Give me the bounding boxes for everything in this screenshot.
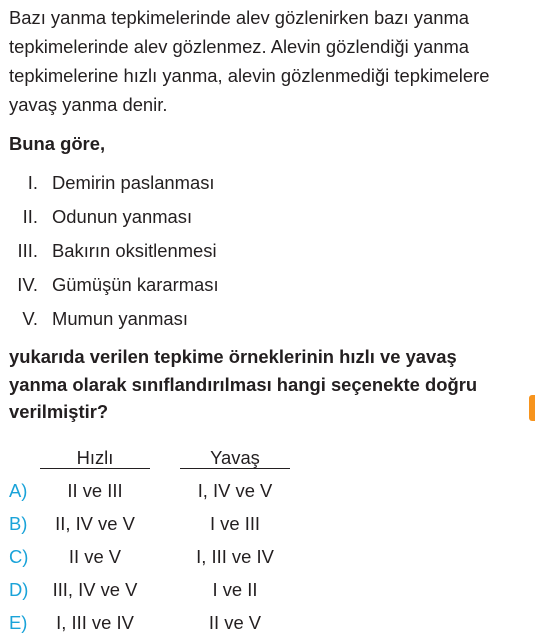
answer-option-d[interactable] [0, 576, 330, 609]
option-slow-value: I ve II [212, 579, 258, 600]
list-item [0, 304, 300, 338]
answer-option-e[interactable] [0, 609, 330, 642]
item-text: Demirin paslanması [52, 172, 215, 193]
option-fast-value: II, IV ve V [55, 513, 135, 534]
intro-line: yavaş yanma denir. [9, 94, 168, 115]
list-item [0, 236, 300, 270]
item-text: Bakırın oksitlenmesi [52, 240, 217, 261]
item-number: IV. [17, 274, 38, 295]
column-underline [180, 468, 290, 469]
intro-line: Bazı yanma tepkimelerinde alev gözlenirken bazı yanma [9, 7, 470, 28]
option-fast-value: II ve V [68, 546, 122, 567]
question-line: verilmiştir? [9, 401, 109, 422]
option-slow-value: I, III ve IV [196, 546, 274, 567]
option-letter: C) [9, 546, 29, 567]
column-header-slow: Yavaş [210, 447, 260, 468]
list-item [0, 202, 300, 236]
question-stem [9, 343, 535, 426]
option-fast-value: II ve III [67, 480, 123, 501]
question-line: yukarıda verilen tepkime örneklerinin hızlı ve yavaş [9, 346, 457, 367]
item-text: Odunun yanması [52, 206, 193, 227]
column-underline [40, 468, 150, 469]
item-number: I. [27, 172, 38, 193]
option-letter: D) [9, 579, 29, 600]
option-fast-value: III, IV ve V [52, 579, 138, 600]
intro-line: tepkimelerine hızlı yanma, alevin gözlenmediği tepkimelere [9, 65, 490, 86]
answer-option-c[interactable] [0, 543, 330, 576]
option-letter: B) [9, 513, 28, 534]
intro-line: tepkimelerinde alev gözlenmez. Alevin gözlendiği yanma [9, 36, 470, 57]
option-fast-value: I, III ve IV [56, 612, 134, 633]
intro-paragraph [9, 3, 531, 119]
list-item [0, 270, 300, 304]
answer-option-b[interactable] [0, 510, 330, 543]
item-text: Gümüşün kararması [52, 274, 219, 295]
list-item [0, 168, 300, 202]
item-number: III. [17, 240, 38, 261]
item-text: Mumun yanması [52, 308, 188, 329]
option-letter: A) [9, 480, 28, 501]
question-line: yanma olarak sınıflandırılması hangi seçenekte doğru [9, 373, 478, 395]
option-slow-value: I ve III [209, 513, 261, 534]
item-number: V. [22, 308, 38, 329]
buna-gore-heading: Buna göre, [9, 133, 106, 154]
column-header-fast: Hızlı [76, 447, 114, 468]
option-slow-value: I, IV ve V [197, 480, 273, 501]
option-letter: E) [9, 612, 28, 633]
scroll-marker [529, 395, 535, 421]
item-number: II. [22, 206, 38, 227]
reaction-list [0, 168, 300, 338]
option-slow-value: II ve V [208, 612, 262, 633]
answer-option-a[interactable] [0, 477, 330, 510]
answer-options [0, 477, 330, 642]
